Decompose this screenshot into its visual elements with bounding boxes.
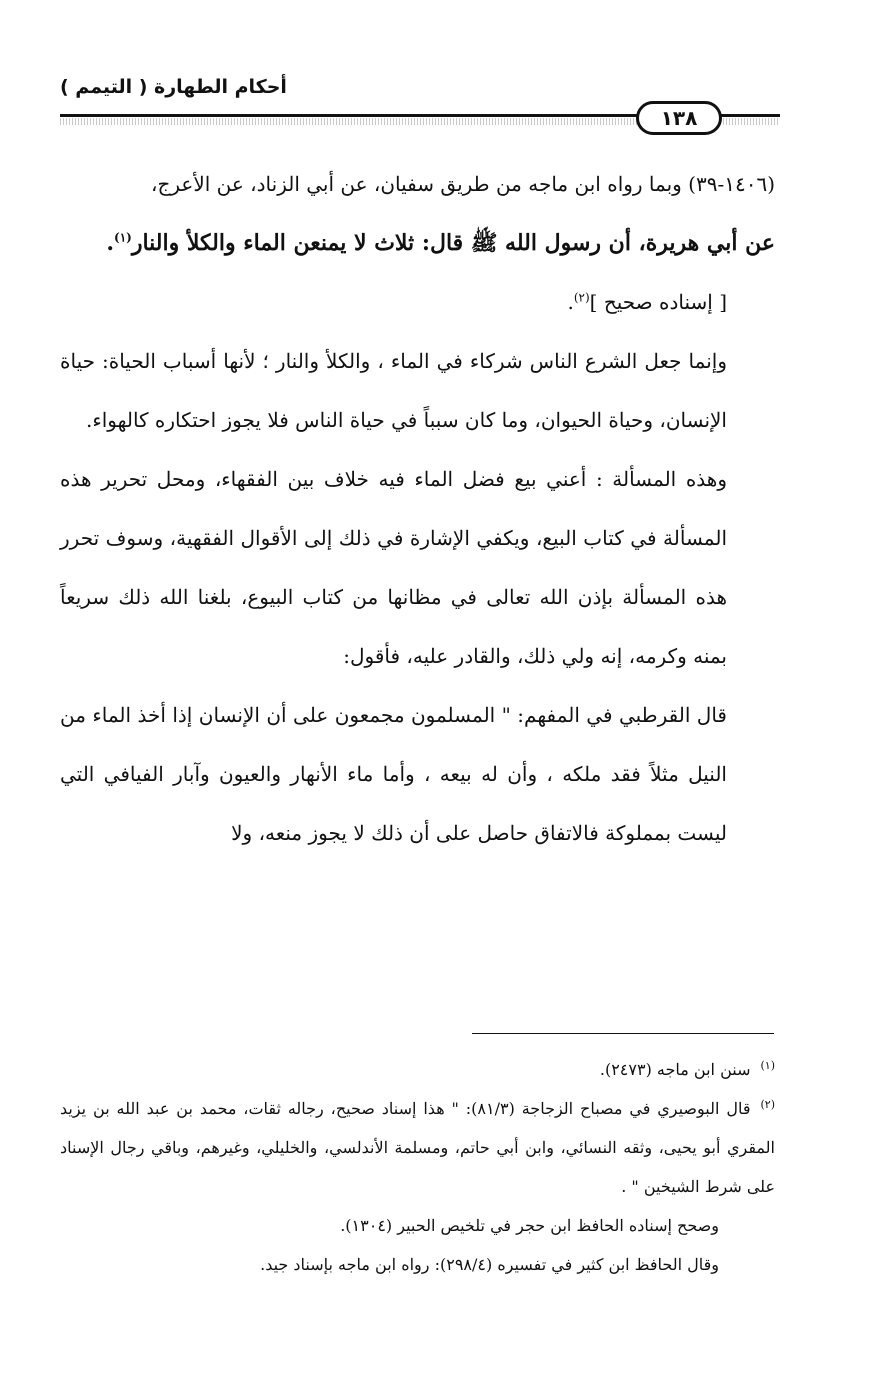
footnote-2-number: (٢)	[760, 1097, 775, 1111]
running-title: أحكام الطهارة ( التيمم )	[60, 76, 287, 98]
paragraph-issue: وهذه المسألة : أعني بيع فضل الماء فيه خلاف بين الفقهاء، ومحل تحرير هذه المسألة في كتاب البيع، ويكفي الإشارة في ذلك إلى الأقوال الفقهية، وسوف تحرر هذه المسألة بإذن الله تعالى في مظانها من كتاب البيوع، بلغنا الله ذلك سريعاً بمنه وكرمه، إنه ولي ذلك، والقادر عليه، فأقول:	[60, 467, 727, 668]
footnote-2-text: قال البوصيري في مصباح الزجاجة (٨١/٣): " هذا إسناد صحيح، رجاله ثقات، محمد بن عبد الله بن يزيد المقري أبو يحيى، وثقه النسائي، وابن أبي حاتم، ومسلمة الأندلسي، والخليلي، وغيرهم، وباقي رجال الإسناد على شرط الشيخين " .	[60, 1099, 775, 1196]
footnote-1-number: (١)	[760, 1058, 775, 1072]
footnote-2-ibn-hajar: وصحح إسناده الحافظ ابن حجر في تلخيص الحبير (١٣٠٤).	[340, 1216, 719, 1235]
paragraph-qurtubi: قال القرطبي في المفهم: " المسلمون مجمعون على أن الإنسان إذا أخذ الماء من النيل مثلاً فقد ملكه ، وأن له بيعه ، وأما ماء الأنهار والعيون وآبار الفيافي التي ليست بمملوكة فالاتفاق حاصل على أن ذلك لا يجوز منعه، ولا	[60, 703, 727, 845]
page-number: ١٣٨	[636, 101, 722, 135]
hadith-text: عن أبي هريرة، أن رسول الله ﷺ قال: ثلاث لا يمنعن الماء والكلأ والنار$^{(١)}$.	[106, 230, 775, 256]
main-text	[60, 155, 775, 863]
footnote-ref-2: (٢)	[573, 290, 590, 305]
footnote-2	[60, 1089, 775, 1206]
footnote-1-text: سنن ابن ماجه (٢٤٧٣).	[599, 1060, 751, 1079]
footnotes	[60, 1050, 775, 1284]
footnote-2-ibn-kathir: وقال الحافظ ابن كثير في تفسيره (٢٩٨/٤): رواه ابن ماجه بإسناد جيد.	[260, 1255, 719, 1274]
footnote-1	[60, 1050, 775, 1089]
paragraph-reason: وإنما جعل الشرع الناس شركاء في الماء ، والكلأ والنار ؛ لأنها أسباب الحياة: حياة الإنسان، وحياة الحيوان، وما كان سبباً في حياة الناس فلا يجوز احتكاره كالهواء.	[60, 349, 727, 432]
footnote-ref-1: (١)	[114, 230, 132, 245]
grading: [ إسناده صحيح ]$^{(٢)}$.	[567, 290, 727, 314]
hadith-body: عن أبي هريرة، أن رسول الله ﷺ قال: ثلاث لا يمنعن الماء والكلأ والنار	[131, 230, 775, 256]
footnote-separator	[472, 1033, 774, 1034]
hadith-chain-paragraph: (١٤٠٦-٣٩) وبما رواه ابن ماجه من طريق سفيان، عن أبي الزناد، عن الأعرج،	[151, 172, 775, 196]
grading-text: [ إسناده صحيح ]	[589, 290, 727, 314]
